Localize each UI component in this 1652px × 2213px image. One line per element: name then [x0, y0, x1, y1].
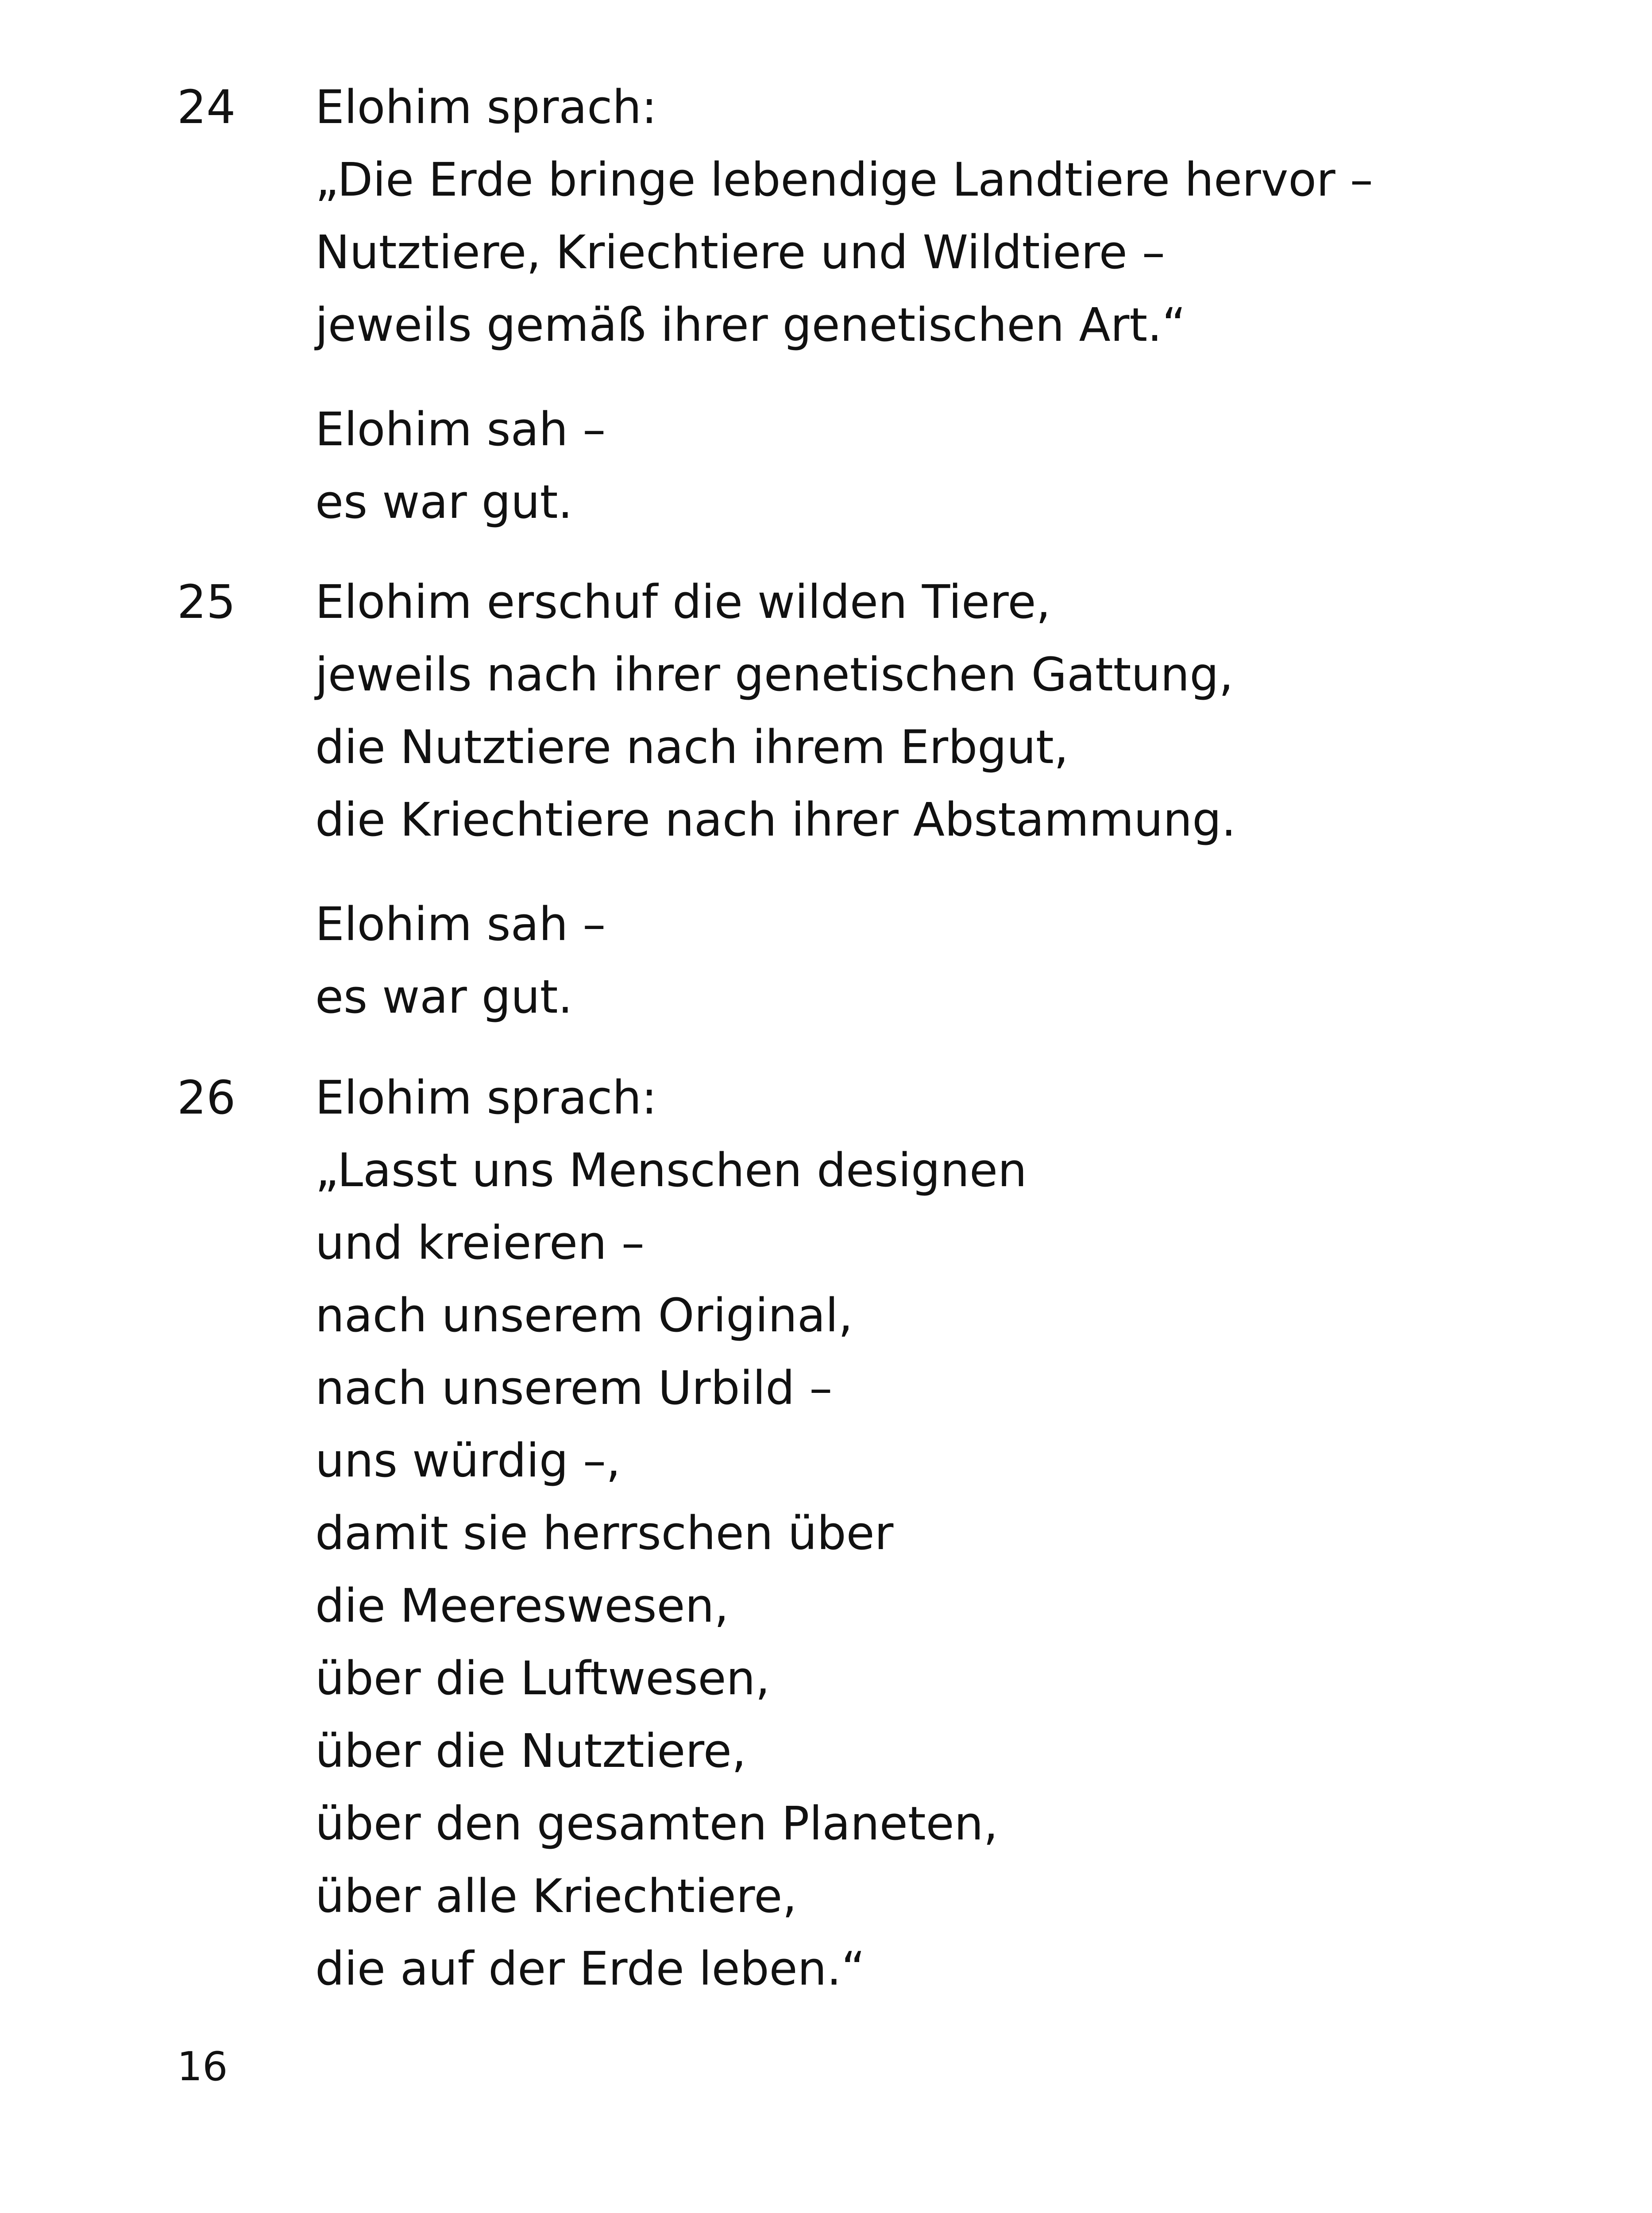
verse-line: „Die Erde bringe lebendige Landtiere hervor –: [315, 153, 1373, 207]
verse-line: jeweils nach ihrer genetischen Gattung,: [315, 648, 1234, 702]
verse-line: Elohim erschuf die wilden Tiere,: [315, 575, 1051, 629]
verse-line: Nutztiere, Kriechtiere und Wildtiere –: [315, 225, 1165, 279]
verse-line: jeweils gemäß ihrer genetischen Art.“: [315, 298, 1186, 352]
verse-line: „Lasst uns Menschen designen: [315, 1143, 1027, 1197]
verse-line: die Nutztiere nach ihrem Erbgut,: [315, 720, 1069, 774]
verse-line: Elohim sprach:: [315, 1071, 657, 1125]
verse-line: Elohim sah –: [315, 897, 606, 951]
verse-line: die Kriechtiere nach ihrer Abstammung.: [315, 793, 1236, 847]
verse-refrain: [315, 393, 1599, 538]
verse-line: über die Nutztiere,: [315, 1724, 746, 1778]
verse-line: über den gesamten Planeten,: [315, 1797, 998, 1851]
verse-line: die Meereswesen,: [315, 1579, 729, 1633]
verse-line: und kreieren –: [315, 1216, 645, 1270]
verse-line: nach unserem Urbild –: [315, 1361, 833, 1415]
verse-line: es war gut.: [315, 475, 573, 529]
page-number: 16: [177, 2043, 228, 2090]
verse-line: über die Luftwesen,: [315, 1651, 770, 1705]
verse-line: Elohim sah –: [315, 402, 606, 456]
verse-stanza: [315, 566, 1599, 856]
verse-stanza: [315, 71, 1599, 361]
verse-line: Elohim sprach:: [315, 80, 657, 134]
verse-stanza: [315, 1061, 1599, 2005]
verse-number: 24: [177, 80, 236, 134]
verse-number: 26: [177, 1071, 236, 1125]
verse-refrain: [315, 888, 1599, 1033]
verse-line: es war gut.: [315, 970, 573, 1024]
verse-line: die auf der Erde leben.“: [315, 1942, 865, 1996]
verse-line: uns würdig –,: [315, 1434, 621, 1488]
verse-number: 25: [177, 575, 236, 629]
verse-line: damit sie herrschen über: [315, 1506, 894, 1560]
verse-line: über alle Kriechtiere,: [315, 1869, 797, 1923]
verse-line: nach unserem Original,: [315, 1288, 853, 1342]
